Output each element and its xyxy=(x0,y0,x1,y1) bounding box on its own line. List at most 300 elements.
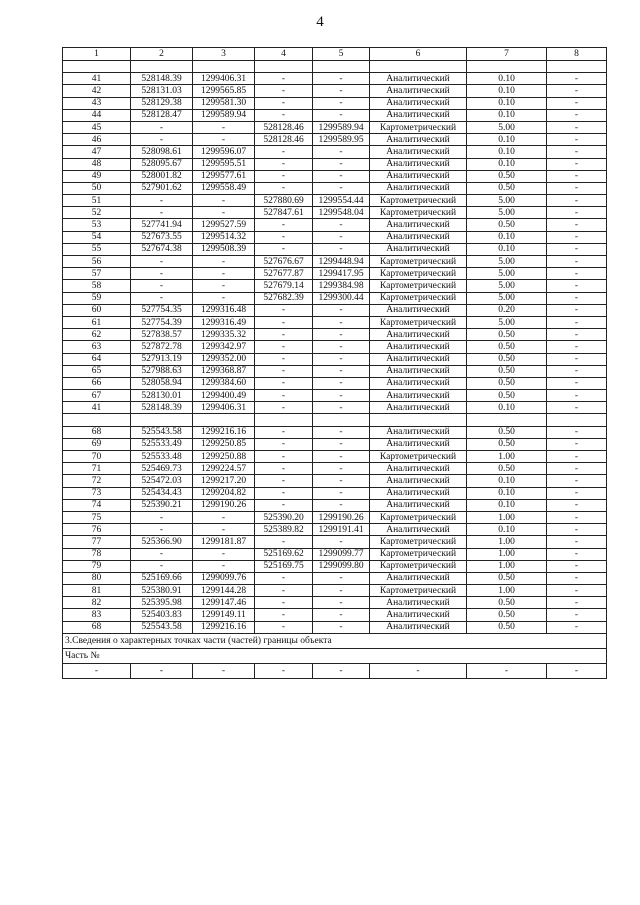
table-cell: 1.00 xyxy=(467,536,547,548)
table-cell: - xyxy=(547,268,607,280)
table-cell: 41 xyxy=(63,73,131,85)
table-cell: Аналитический xyxy=(370,219,467,231)
table-cell: 1299417.95 xyxy=(313,268,370,280)
table-cell: - xyxy=(255,402,313,414)
table-cell: - xyxy=(313,487,370,499)
table-cell: 78 xyxy=(63,548,131,560)
table-cell: - xyxy=(131,268,193,280)
table-cell: Аналитический xyxy=(370,597,467,609)
table-cell: - xyxy=(255,377,313,389)
table-cell xyxy=(467,414,547,426)
table-cell xyxy=(313,61,370,73)
table-cell: 525390.21 xyxy=(131,499,193,511)
table-cell: - xyxy=(313,402,370,414)
table-cell: Аналитический xyxy=(370,499,467,511)
table-cell: 525472.03 xyxy=(131,475,193,487)
table-cell: 1299250.85 xyxy=(193,438,255,450)
table-cell: Аналитический xyxy=(370,438,467,450)
table-cell: Аналитический xyxy=(370,134,467,146)
table-cell: - xyxy=(193,560,255,572)
table-cell: - xyxy=(547,377,607,389)
table-cell: 525533.48 xyxy=(131,451,193,463)
table-cell: - xyxy=(547,353,607,365)
table-cell xyxy=(313,414,370,426)
table-cell: - xyxy=(255,341,313,353)
table-cell: 1299558.49 xyxy=(193,182,255,194)
table-cell: - xyxy=(547,621,607,633)
table-cell: 55 xyxy=(63,243,131,255)
table-cell: - xyxy=(131,524,193,536)
table-cell: 65 xyxy=(63,365,131,377)
table-cell: - xyxy=(131,511,193,523)
table-cell: 0.50 xyxy=(467,329,547,341)
table-cell: 6 xyxy=(370,48,467,61)
table-cell: Аналитический xyxy=(370,182,467,194)
table-cell: - xyxy=(313,536,370,548)
table-cell: 1299250.88 xyxy=(193,451,255,463)
table-cell: 80 xyxy=(63,572,131,584)
table-cell: - xyxy=(193,292,255,304)
table-cell: 527741.94 xyxy=(131,219,193,231)
table-cell: - xyxy=(467,663,547,678)
table-cell: - xyxy=(255,438,313,450)
table-cell: 0.50 xyxy=(467,438,547,450)
table-cell: 8 xyxy=(547,48,607,61)
table-row xyxy=(63,609,607,621)
table-cell: Аналитический xyxy=(370,426,467,438)
table-cell: 527682.39 xyxy=(255,292,313,304)
table-cell: - xyxy=(547,597,607,609)
table-cell: 528148.39 xyxy=(131,402,193,414)
table-cell: - xyxy=(255,499,313,511)
table-cell: 527872.78 xyxy=(131,341,193,353)
table-cell: 0.10 xyxy=(467,73,547,85)
table-cell: - xyxy=(63,663,131,678)
coordinates-table xyxy=(62,47,607,679)
table-cell: - xyxy=(255,97,313,109)
table-row xyxy=(63,182,607,194)
table-cell: 0.50 xyxy=(467,390,547,402)
table-cell: - xyxy=(547,560,607,572)
table-cell: 1299099.76 xyxy=(193,572,255,584)
table-cell: - xyxy=(255,316,313,328)
table-cell: - xyxy=(547,158,607,170)
table-cell: - xyxy=(255,585,313,597)
table-row xyxy=(63,463,607,475)
table-cell: - xyxy=(547,182,607,194)
table-cell: 1299448.94 xyxy=(313,256,370,268)
table-cell: 1299406.31 xyxy=(193,73,255,85)
table-cell: - xyxy=(255,109,313,121)
table-cell: 1299565.85 xyxy=(193,85,255,97)
table-cell: - xyxy=(313,243,370,255)
table-cell xyxy=(467,61,547,73)
table-cell: 525469.73 xyxy=(131,463,193,475)
table-cell: 1.00 xyxy=(467,511,547,523)
table-cell: 68 xyxy=(63,621,131,633)
table-cell: 1299149.11 xyxy=(193,609,255,621)
table-cell: 0.10 xyxy=(467,134,547,146)
table-cell: - xyxy=(313,304,370,316)
table-cell: 0.50 xyxy=(467,621,547,633)
table-cell: 1299596.07 xyxy=(193,146,255,158)
table-cell: 1299335.32 xyxy=(193,329,255,341)
table-cell: - xyxy=(313,572,370,584)
table-cell: - xyxy=(547,390,607,402)
table-cell: 1299577.61 xyxy=(193,170,255,182)
table-cell: 528128.46 xyxy=(255,121,313,133)
table-cell: 48 xyxy=(63,158,131,170)
table-cell: - xyxy=(131,121,193,133)
table-cell: 1299352.00 xyxy=(193,353,255,365)
table-cell: - xyxy=(193,134,255,146)
table-cell: Картометрический xyxy=(370,316,467,328)
table-cell: 81 xyxy=(63,585,131,597)
table-cell: - xyxy=(313,499,370,511)
table-cell: Аналитический xyxy=(370,475,467,487)
table-cell: - xyxy=(131,548,193,560)
table-cell: 5.00 xyxy=(467,268,547,280)
table-cell: 1299204.82 xyxy=(193,487,255,499)
table-cell: - xyxy=(547,316,607,328)
table-cell: 528131.03 xyxy=(131,85,193,97)
table-cell: 528098.61 xyxy=(131,146,193,158)
table-cell: - xyxy=(313,109,370,121)
table-cell: 56 xyxy=(63,256,131,268)
table-cell: Аналитический xyxy=(370,524,467,536)
table-cell: 0.10 xyxy=(467,146,547,158)
table-row xyxy=(63,365,607,377)
table-cell: 1299099.80 xyxy=(313,560,370,572)
table-cell: - xyxy=(255,353,313,365)
table-row xyxy=(63,268,607,280)
table-cell: 525366.90 xyxy=(131,536,193,548)
table-cell: 525543.58 xyxy=(131,621,193,633)
table-cell: - xyxy=(313,85,370,97)
table-cell: 5.00 xyxy=(467,195,547,207)
table-cell: 83 xyxy=(63,609,131,621)
table-cell: - xyxy=(313,146,370,158)
table-cell: 1299190.26 xyxy=(313,511,370,523)
table-cell: 69 xyxy=(63,438,131,450)
table-cell: 527677.87 xyxy=(255,268,313,280)
table-cell: - xyxy=(255,463,313,475)
table-cell: 0.50 xyxy=(467,377,547,389)
table-cell: 0.10 xyxy=(467,243,547,255)
table-cell: - xyxy=(370,663,467,678)
table-cell: - xyxy=(313,73,370,85)
table-cell: 51 xyxy=(63,195,131,207)
table-cell: 73 xyxy=(63,487,131,499)
table-cell: - xyxy=(547,134,607,146)
table-cell: 0.50 xyxy=(467,365,547,377)
table-cell: Аналитический xyxy=(370,353,467,365)
table-cell xyxy=(547,414,607,426)
table-cell: - xyxy=(547,487,607,499)
table-cell: 527754.39 xyxy=(131,316,193,328)
table-cell: 77 xyxy=(63,536,131,548)
table-cell: - xyxy=(193,548,255,560)
table-cell: Картометрический xyxy=(370,121,467,133)
table-row xyxy=(63,256,607,268)
table-cell: 66 xyxy=(63,377,131,389)
table-row xyxy=(63,316,607,328)
table-cell: 0.10 xyxy=(467,475,547,487)
table-cell: 528129.38 xyxy=(131,97,193,109)
table-row xyxy=(63,329,607,341)
table-cell: 527913.19 xyxy=(131,353,193,365)
table-row xyxy=(63,390,607,402)
table-cell: 4 xyxy=(255,48,313,61)
table-cell xyxy=(547,61,607,73)
table-cell: 525533.49 xyxy=(131,438,193,450)
table-cell: Аналитический xyxy=(370,487,467,499)
table-cell: - xyxy=(313,597,370,609)
section-title-row xyxy=(63,633,607,648)
table-cell: 5.00 xyxy=(467,121,547,133)
table-row xyxy=(63,572,607,584)
table-cell: - xyxy=(255,329,313,341)
table-cell: 0.50 xyxy=(467,426,547,438)
table-row xyxy=(63,597,607,609)
table-cell: 0.10 xyxy=(467,109,547,121)
table-cell: Картометрический xyxy=(370,560,467,572)
table-cell: 45 xyxy=(63,121,131,133)
table-cell: - xyxy=(255,536,313,548)
table-cell: - xyxy=(547,524,607,536)
table-cell: 1.00 xyxy=(467,451,547,463)
table-cell: 3 xyxy=(193,48,255,61)
table-cell: 1299527.59 xyxy=(193,219,255,231)
table-cell: - xyxy=(255,451,313,463)
table-cell: - xyxy=(547,585,607,597)
table-cell: - xyxy=(547,426,607,438)
table-row xyxy=(63,170,607,182)
table-row xyxy=(63,85,607,97)
table-cell: 43 xyxy=(63,97,131,109)
table-cell: Аналитический xyxy=(370,85,467,97)
table-row xyxy=(63,109,607,121)
table-cell: Аналитический xyxy=(370,621,467,633)
table-cell: 0.10 xyxy=(467,231,547,243)
table-cell: Аналитический xyxy=(370,390,467,402)
table-cell: - xyxy=(547,402,607,414)
table-cell: - xyxy=(313,231,370,243)
table-cell: 528128.47 xyxy=(131,109,193,121)
table-cell: - xyxy=(313,463,370,475)
table-cell: Аналитический xyxy=(370,365,467,377)
table-cell: Аналитический xyxy=(370,329,467,341)
table-cell: - xyxy=(313,182,370,194)
table-cell: 527847.61 xyxy=(255,207,313,219)
table-cell: - xyxy=(313,170,370,182)
table-cell: - xyxy=(255,146,313,158)
table-cell: Аналитический xyxy=(370,341,467,353)
table-cell: - xyxy=(131,663,193,678)
table-cell: Аналитический xyxy=(370,231,467,243)
table-cell: 67 xyxy=(63,390,131,402)
table-cell: Картометрический xyxy=(370,511,467,523)
table-cell xyxy=(131,414,193,426)
table-cell: - xyxy=(547,609,607,621)
table-cell: 1299216.16 xyxy=(193,426,255,438)
table-cell: - xyxy=(131,292,193,304)
table-cell: - xyxy=(255,158,313,170)
table-cell: Картометрический xyxy=(370,280,467,292)
table-cell: - xyxy=(255,243,313,255)
table-cell: 1299589.94 xyxy=(313,121,370,133)
table-cell: - xyxy=(313,219,370,231)
table-row xyxy=(63,280,607,292)
table-cell: Аналитический xyxy=(370,243,467,255)
table-cell: - xyxy=(193,268,255,280)
table-cell: 5.00 xyxy=(467,292,547,304)
table-cell: - xyxy=(313,451,370,463)
part-label-row xyxy=(63,648,607,663)
table-cell: 528130.01 xyxy=(131,390,193,402)
table-cell: 5.00 xyxy=(467,207,547,219)
table-cell: 528148.39 xyxy=(131,73,193,85)
table-row xyxy=(63,663,607,678)
table-cell: 0.50 xyxy=(467,572,547,584)
table-cell: - xyxy=(193,207,255,219)
table-row xyxy=(63,402,607,414)
table-cell: Аналитический xyxy=(370,402,467,414)
table-cell: - xyxy=(313,663,370,678)
table-cell: 525389.82 xyxy=(255,524,313,536)
table-cell: 79 xyxy=(63,560,131,572)
table-row xyxy=(63,121,607,133)
table-cell: 61 xyxy=(63,316,131,328)
table-cell: - xyxy=(547,195,607,207)
table-cell: - xyxy=(313,621,370,633)
table-cell: 72 xyxy=(63,475,131,487)
table-cell: 1299581.30 xyxy=(193,97,255,109)
table-cell: Картометрический xyxy=(370,585,467,597)
table-cell: - xyxy=(255,170,313,182)
table-cell: 50 xyxy=(63,182,131,194)
table-cell: 0.50 xyxy=(467,353,547,365)
table-cell: - xyxy=(193,511,255,523)
table-cell: - xyxy=(313,426,370,438)
table-cell: Аналитический xyxy=(370,109,467,121)
table-cell: - xyxy=(255,609,313,621)
table-cell: 54 xyxy=(63,231,131,243)
table-cell: 1299406.31 xyxy=(193,402,255,414)
table-cell: 1299181.87 xyxy=(193,536,255,548)
table-cell: 1299595.51 xyxy=(193,158,255,170)
table-cell: 5.00 xyxy=(467,316,547,328)
table-cell: - xyxy=(547,438,607,450)
table-cell: - xyxy=(255,231,313,243)
table-cell: Аналитический xyxy=(370,609,467,621)
table-cell: - xyxy=(547,243,607,255)
table-row xyxy=(63,585,607,597)
table-cell: 1299300.44 xyxy=(313,292,370,304)
table-cell: - xyxy=(313,438,370,450)
table-cell: 42 xyxy=(63,85,131,97)
table-cell: Аналитический xyxy=(370,146,467,158)
table-cell: - xyxy=(131,280,193,292)
table-cell: 0.50 xyxy=(467,219,547,231)
table-row xyxy=(63,195,607,207)
table-cell: - xyxy=(313,341,370,353)
table-cell: 525434.43 xyxy=(131,487,193,499)
table-cell: 527880.69 xyxy=(255,195,313,207)
table-cell: - xyxy=(193,256,255,268)
table-row xyxy=(63,341,607,353)
table-cell: - xyxy=(313,475,370,487)
table-row xyxy=(63,536,607,548)
table-row xyxy=(63,426,607,438)
table-cell: 528128.46 xyxy=(255,134,313,146)
table-cell: 70 xyxy=(63,451,131,463)
table-cell: - xyxy=(547,329,607,341)
table-cell: 5.00 xyxy=(467,256,547,268)
table-cell: Картометрический xyxy=(370,256,467,268)
table-cell: - xyxy=(547,97,607,109)
table-cell: - xyxy=(193,121,255,133)
table-cell: 1299099.77 xyxy=(313,548,370,560)
table-cell: Аналитический xyxy=(370,97,467,109)
table-cell: - xyxy=(193,524,255,536)
table-cell: 1.00 xyxy=(467,585,547,597)
table-row xyxy=(63,548,607,560)
table-cell: - xyxy=(255,663,313,678)
table-cell: 1299316.48 xyxy=(193,304,255,316)
table-cell: 0.10 xyxy=(467,487,547,499)
table-cell: - xyxy=(255,426,313,438)
table-cell: - xyxy=(547,365,607,377)
table-cell: 0.20 xyxy=(467,304,547,316)
table-cell: 82 xyxy=(63,597,131,609)
table-cell: 60 xyxy=(63,304,131,316)
table-cell: - xyxy=(547,548,607,560)
table-cell: - xyxy=(313,158,370,170)
table-cell: - xyxy=(547,121,607,133)
table-cell: 1299342.97 xyxy=(193,341,255,353)
table-cell: 0.50 xyxy=(467,170,547,182)
table-cell: - xyxy=(547,256,607,268)
table-cell: 525543.58 xyxy=(131,426,193,438)
table-cell: 527674.38 xyxy=(131,243,193,255)
table-row xyxy=(63,621,607,633)
table-cell: 1299191.41 xyxy=(313,524,370,536)
table-cell: - xyxy=(131,207,193,219)
table-cell: 1299589.95 xyxy=(313,134,370,146)
table-cell: 1299217.20 xyxy=(193,475,255,487)
table-cell: 0.50 xyxy=(467,182,547,194)
table-cell: - xyxy=(313,609,370,621)
table-cell: - xyxy=(547,304,607,316)
table-cell: 75 xyxy=(63,511,131,523)
table-cell: Аналитический xyxy=(370,158,467,170)
table-cell: 525395.98 xyxy=(131,597,193,609)
table-cell: 528058.94 xyxy=(131,377,193,389)
table-cell: - xyxy=(255,365,313,377)
table-row xyxy=(63,524,607,536)
table-cell: 527673.55 xyxy=(131,231,193,243)
table-cell: 525169.75 xyxy=(255,560,313,572)
table-cell xyxy=(131,61,193,73)
table-cell: 1299548.04 xyxy=(313,207,370,219)
table-row xyxy=(63,511,607,523)
table-cell: Аналитический xyxy=(370,463,467,475)
empty-row xyxy=(63,61,607,73)
table-cell: 1299589.94 xyxy=(193,109,255,121)
table-cell: - xyxy=(131,560,193,572)
table-cell: 525403.83 xyxy=(131,609,193,621)
